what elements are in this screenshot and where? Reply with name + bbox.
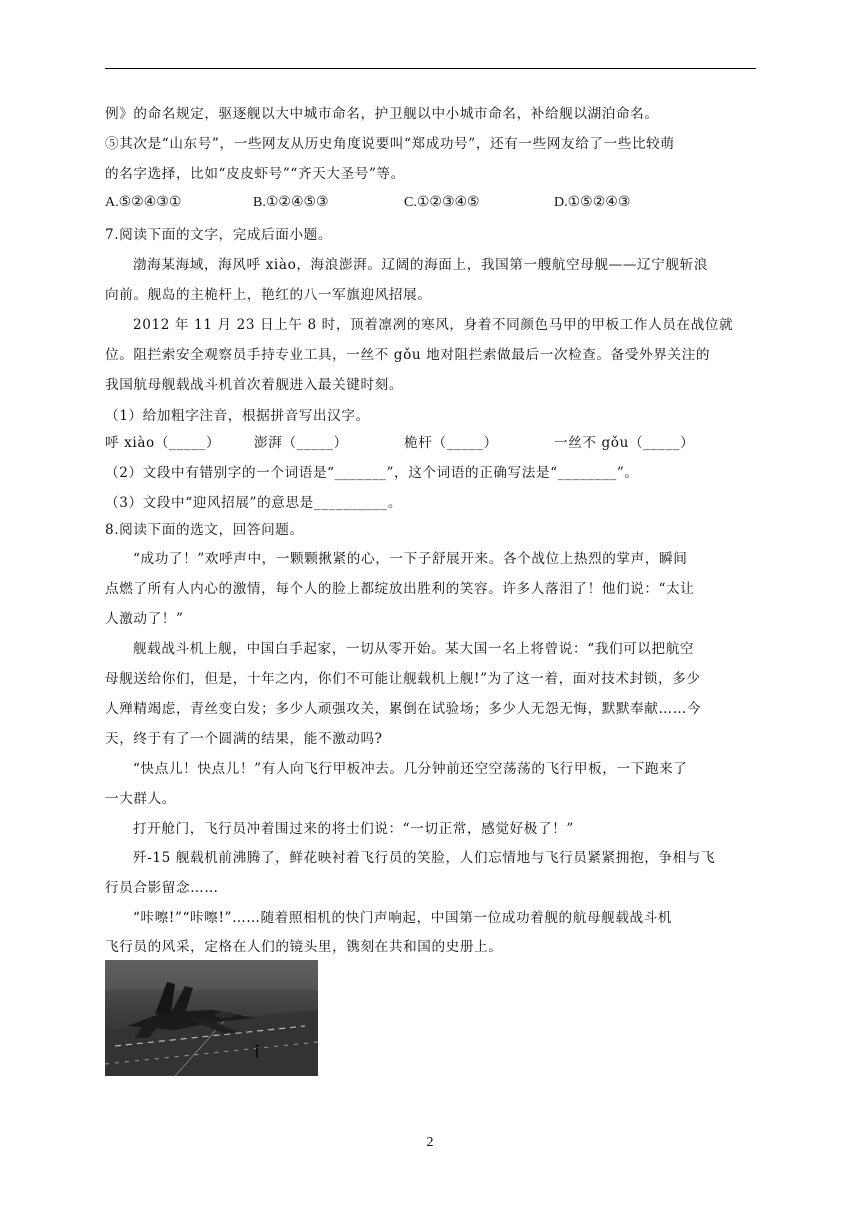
blank-c: 桅杆（_____）: [404, 435, 498, 451]
blank-b: 澎湃（_____）: [254, 435, 348, 451]
question-7: 7.阅读下面的文字，完成后面小题。: [105, 227, 333, 243]
subquestion-3: （3）文段中“迎风招展”的意思是__________。: [105, 495, 403, 511]
reading-line: 歼-15 舰载机前沸腾了，鲜花映衬着飞行员的笑脸，人们忘情地与飞行员紧紧拥抱，争相与飞: [133, 850, 716, 866]
reading-line: 舰载战斗机上舰，中国白手起家，一切从零开始。某大国一名上将曾说：“我们可以把航空: [133, 641, 695, 657]
reading-line: 一大群人。: [105, 791, 176, 807]
subquestion-1: （1）给加粗字注音，根据拼音写出汉字。: [105, 408, 370, 424]
question-8: 8.阅读下面的选文，回答问题。: [105, 522, 304, 538]
text-line: 的名字选择，比如“皮皮虾号”“齐天大圣号”等。: [105, 166, 405, 182]
header-rule: [105, 68, 756, 69]
reading-line: “快点儿！快点儿！”有人向飞行甲板冲去。几分钟前还空空荡荡的飞行甲板，一下跑来了: [133, 761, 688, 777]
reading-line: 行员合影留念……: [105, 880, 219, 896]
blank-a: 呼 xiào（_____）: [105, 435, 221, 451]
reading-line: 母舰送给你们，但是，十年之内，你们不可能让舰载机上舰!”为了这一着，面对技术封锁，多少: [105, 671, 701, 687]
reading-line: 点燃了所有人内心的激情，每个人的脸上都绽放出胜利的笑容。许多人落泪了！他们说：“太让: [105, 581, 695, 597]
reading-line: 打开舱门，飞行员冲着围过来的将士们说：“一切正常，感觉好极了！”: [133, 821, 574, 837]
page-number: 2: [426, 1135, 434, 1150]
passage-line: 渤海某海域，海风呼 xiào，海浪澎湃。辽阔的海面上，我国第一艘航空母舰——辽宁舰斩浪: [133, 257, 708, 273]
reading-line: “成功了！”欢呼声中，一颗颗揪紧的心，一下子舒展开来。各个战位上热烈的掌声，瞬间: [133, 551, 688, 567]
reading-line: “咔嚓!”“咔嚓!”……随着照相机的快门声响起，中国第一位成功着舰的航母舰载战斗机: [133, 910, 673, 926]
option-d: D.①⑤②④③: [554, 195, 631, 210]
passage-line: 2012 年 11 月 23 日上午 8 时，顶着凛冽的寒风，身着不同颜色马甲的甲板工作人员在战位就: [133, 317, 734, 333]
option-b: B.①②④⑤③: [253, 195, 329, 210]
reading-line: 人殚精竭虑，青丝变白发；多少人顽强攻关，累倒在试验场；多少人无怨无悔，默默奉献……今: [105, 701, 702, 717]
option-c: C.①②③④⑤: [404, 195, 480, 210]
carrier-jet-photo: [105, 960, 318, 1076]
passage-line: 我国航母舰载战斗机首次着舰进入最关键时刻。: [105, 377, 404, 393]
blank-d: 一丝不 gǒu（_____）: [554, 435, 695, 451]
passage-line: 位。阻拦索安全观察员手持专业工具，一丝不 gǒu 地对阻拦索做最后一次检查。备受外界关注的: [105, 347, 711, 363]
text-line: ⑤其次是“山东号”，一些网友从历史角度说要叫“郑成功号”，还有一些网友给了一些比较萌: [105, 136, 675, 152]
option-a: A.⑤②④③①: [105, 195, 182, 210]
reading-line: 飞行员的风采，定格在人们的镜头里，镌刻在共和国的史册上。: [105, 939, 503, 955]
subquestion-2: （2）文段中有错别字的一个词语是“_______”，这个词语的正确写法是“________”。: [105, 465, 639, 481]
passage-line: 向前。舰岛的主桅杆上，艳红的八一军旗迎风招展。: [105, 287, 432, 303]
reading-line: 人激动了！”: [105, 611, 184, 627]
text-line: 例》的命名规定，驱逐舰以大中城市命名，护卫舰以中小城市命名，补给舰以湖泊命名。: [105, 106, 659, 122]
reading-line: 天，终于有了一个圆满的结果，能不激动吗?: [105, 731, 383, 747]
